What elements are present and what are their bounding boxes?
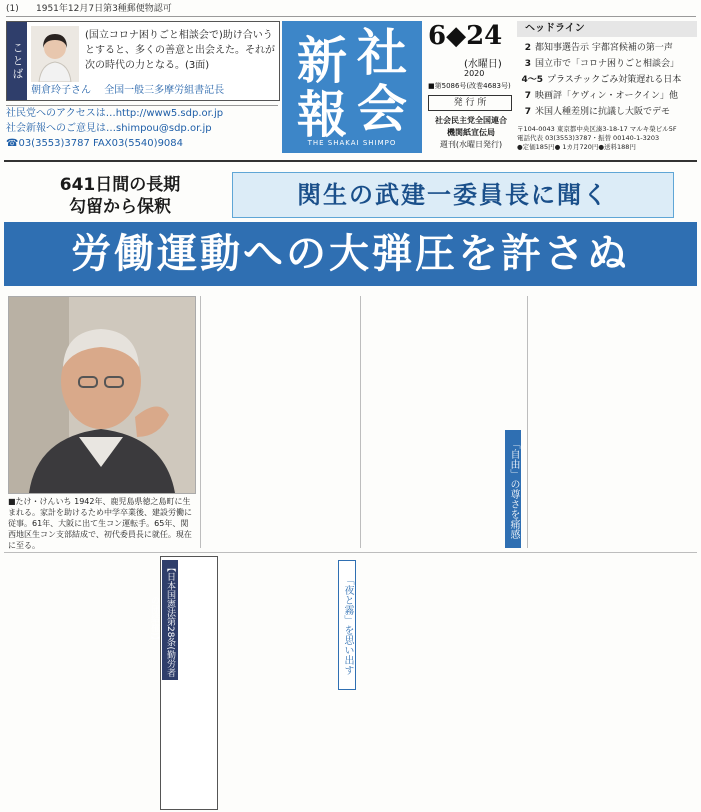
article-deck — [232, 172, 674, 218]
kicker-line-1: 641日間の長期 — [59, 175, 181, 195]
issue-weekday: (水曜日) — [464, 59, 502, 70]
publisher-line-2: 機関紙宣伝局 — [447, 128, 495, 137]
mail-license: 1951年12月7日第3種郵便物認可 — [36, 4, 172, 14]
contact-phone: ☎03(3553)3787 FAX03(5540)9084 — [6, 138, 184, 149]
article-body-column — [205, 296, 355, 548]
contact-info — [6, 105, 278, 154]
article-body-column — [360, 556, 696, 808]
kotoba-speaker-role: 全国一般三多摩労組書記長 — [104, 85, 225, 96]
portrait-photo-icon — [8, 296, 196, 494]
column-rule — [527, 296, 528, 548]
publisher-line-1: 社会民主党全国連合 — [435, 116, 507, 125]
headline-index-title: ヘッドライン — [517, 21, 697, 37]
article-body-column — [365, 296, 515, 548]
masthead-char-3: 会 — [357, 79, 407, 138]
publisher-address: 〒104-0043 東京都中央区湊3-18-17 マルキ榮ビル5F 電話代表 03(3553)3787・振替 00140-1-3203 ●定価185円● 1カ月720円●送料188円 — [517, 125, 677, 151]
column-rule — [360, 296, 361, 548]
kotoba-speaker: 朝倉玲子さん — [31, 85, 91, 96]
contact-web[interactable]: 社民党へのアクセスは…http://www5.sdp.or.jp — [6, 108, 224, 119]
headline-item[interactable]: 2 都知事選告示 宇都宮候補の第一声 — [524, 43, 673, 53]
issue-date-block — [424, 21, 514, 153]
kotoba-quote-text: (国立コロナ困りごと相談会で)助け合いうとすると、多くの善意と出会えた。それが次の時代の力となる。 — [85, 30, 275, 71]
issue-number: ■第5086号(改巻4683号) — [428, 82, 511, 90]
headline-item[interactable]: 4〜5 プラスチックごみ対策遅れる日本 — [521, 75, 682, 85]
masthead-divider — [4, 160, 697, 162]
kotoba-box — [6, 21, 280, 101]
issue-year: 2020 — [464, 69, 485, 78]
article-body-column — [8, 556, 156, 808]
person-photo-icon — [31, 26, 79, 82]
headline-item[interactable]: 3 国立市で「コロナ困りごと相談会」 — [524, 59, 680, 69]
deck-text: 関生の武建一委員長に聞く — [297, 181, 609, 209]
masthead-char-2: 新 — [297, 31, 347, 90]
article-body-column — [532, 296, 694, 548]
constitution-box-title: 【日本国憲法第28条(勤労者の団結権)】 — [162, 560, 178, 680]
publisher-tag: 発 行 所 — [428, 95, 512, 111]
issue-date: 6◆24 — [428, 21, 503, 51]
masthead-char-4: 報 — [297, 85, 347, 144]
kotoba-page-ref: (3面) — [185, 60, 210, 71]
subhead-night-and-fog: 「夜と霧」を思い出す — [338, 560, 356, 690]
top-line — [6, 2, 696, 17]
kicker-line-2: 勾留から保釈 — [69, 197, 171, 217]
band-divider — [4, 552, 697, 553]
kotoba-source — [31, 84, 275, 98]
kotoba-label: ことば — [7, 22, 27, 100]
headline-item[interactable]: 7 米国人種差別に抗議し大阪でデモ — [524, 107, 671, 117]
contact-email[interactable]: 社会新報へのご意見は…shimpou@sdp.or.jp — [6, 123, 212, 134]
column-rule — [200, 296, 201, 548]
page-number-top: (1) — [6, 4, 19, 14]
publisher — [428, 115, 514, 151]
article-body-column — [222, 556, 334, 808]
headline-text: 労働運動への大弾圧を許さぬ — [71, 231, 630, 277]
headline-index — [517, 21, 697, 153]
masthead — [282, 21, 422, 153]
publish-frequency: 週刊(水曜日発行) — [439, 140, 503, 149]
subhead-freedom: 「自由」の尊さを痛感 — [505, 430, 521, 548]
photo-caption: ■たけ・けんいち 1942年、鹿児島県徳之島町に生まれる。家計を助けるため中学卒業後、建設労働に従事。61年、大阪に出て生コン運転手。65年、関西地区生コン支部結成で、初代委員長に就任。現在に至る。 — [8, 497, 192, 550]
masthead-char-1: 社 — [357, 23, 407, 82]
masthead-romaji: THE SHAKAI SHIMPO — [307, 139, 397, 147]
article-kicker — [20, 174, 220, 218]
article-headline-banner — [4, 222, 697, 286]
headline-item[interactable]: 7 映画評「ケヴィン・オークイン」他 — [524, 91, 679, 101]
kotoba-quote — [85, 28, 275, 73]
